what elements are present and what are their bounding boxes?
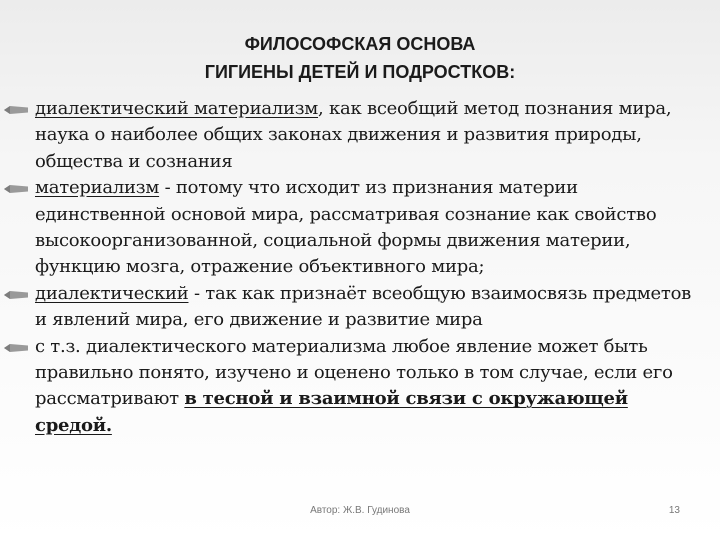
- bullet-3-text: - так как признаёт всеобщую взаимосвязь предметов и явлений мира, его движение и развитие мира: [35, 282, 692, 331]
- bullet-list: [0, 96, 720, 439]
- bullet-2-term: материализм: [35, 177, 160, 199]
- pencil-arrow-icon: [4, 183, 28, 195]
- bullet-4-text: с т.з. диалектического материализма любое явление может быть правильно понято, изучено и оценено только в том случае, если его рассматривают: [35, 335, 673, 410]
- footer-author: Автор: Ж.В. Гудинова: [310, 505, 410, 516]
- bullet-2-text: - потому что исходит из признания материи единственной основой мира, рассматривая сознание как свойство высокоорганизованной, социальной формы движения материи, функцию мозга, отражение объективного мира;: [35, 177, 657, 278]
- bullet-3-term: диалектический: [35, 282, 189, 304]
- pencil-arrow-icon: [4, 104, 28, 116]
- bullet-1-text: , как всеобщий метод познания мира, наука о наиболее общих законах движения и развития природы, общества и сознания: [35, 98, 672, 172]
- title-line-2: ГИГИЕНЫ ДЕТЕЙ И ПОДРОСТКОВ:: [204, 62, 516, 82]
- pencil-arrow-icon: [4, 289, 28, 301]
- bullet-item-3: [0, 281, 693, 334]
- pencil-arrow-icon: [4, 342, 28, 354]
- bullet-item-2: [0, 175, 693, 281]
- page-number: 13: [668, 505, 680, 516]
- title-line-1: ФИЛОСОФСКАЯ ОСНОВА: [244, 34, 476, 54]
- bullet-item-4: [0, 334, 693, 440]
- bullet-item-1: [0, 96, 693, 175]
- slide-title: [0, 30, 720, 86]
- bullet-4-emphasis: в тесной и взаимной связи с окружающей средой.: [35, 388, 628, 436]
- bullet-1-term: диалектический материализм: [35, 98, 319, 119]
